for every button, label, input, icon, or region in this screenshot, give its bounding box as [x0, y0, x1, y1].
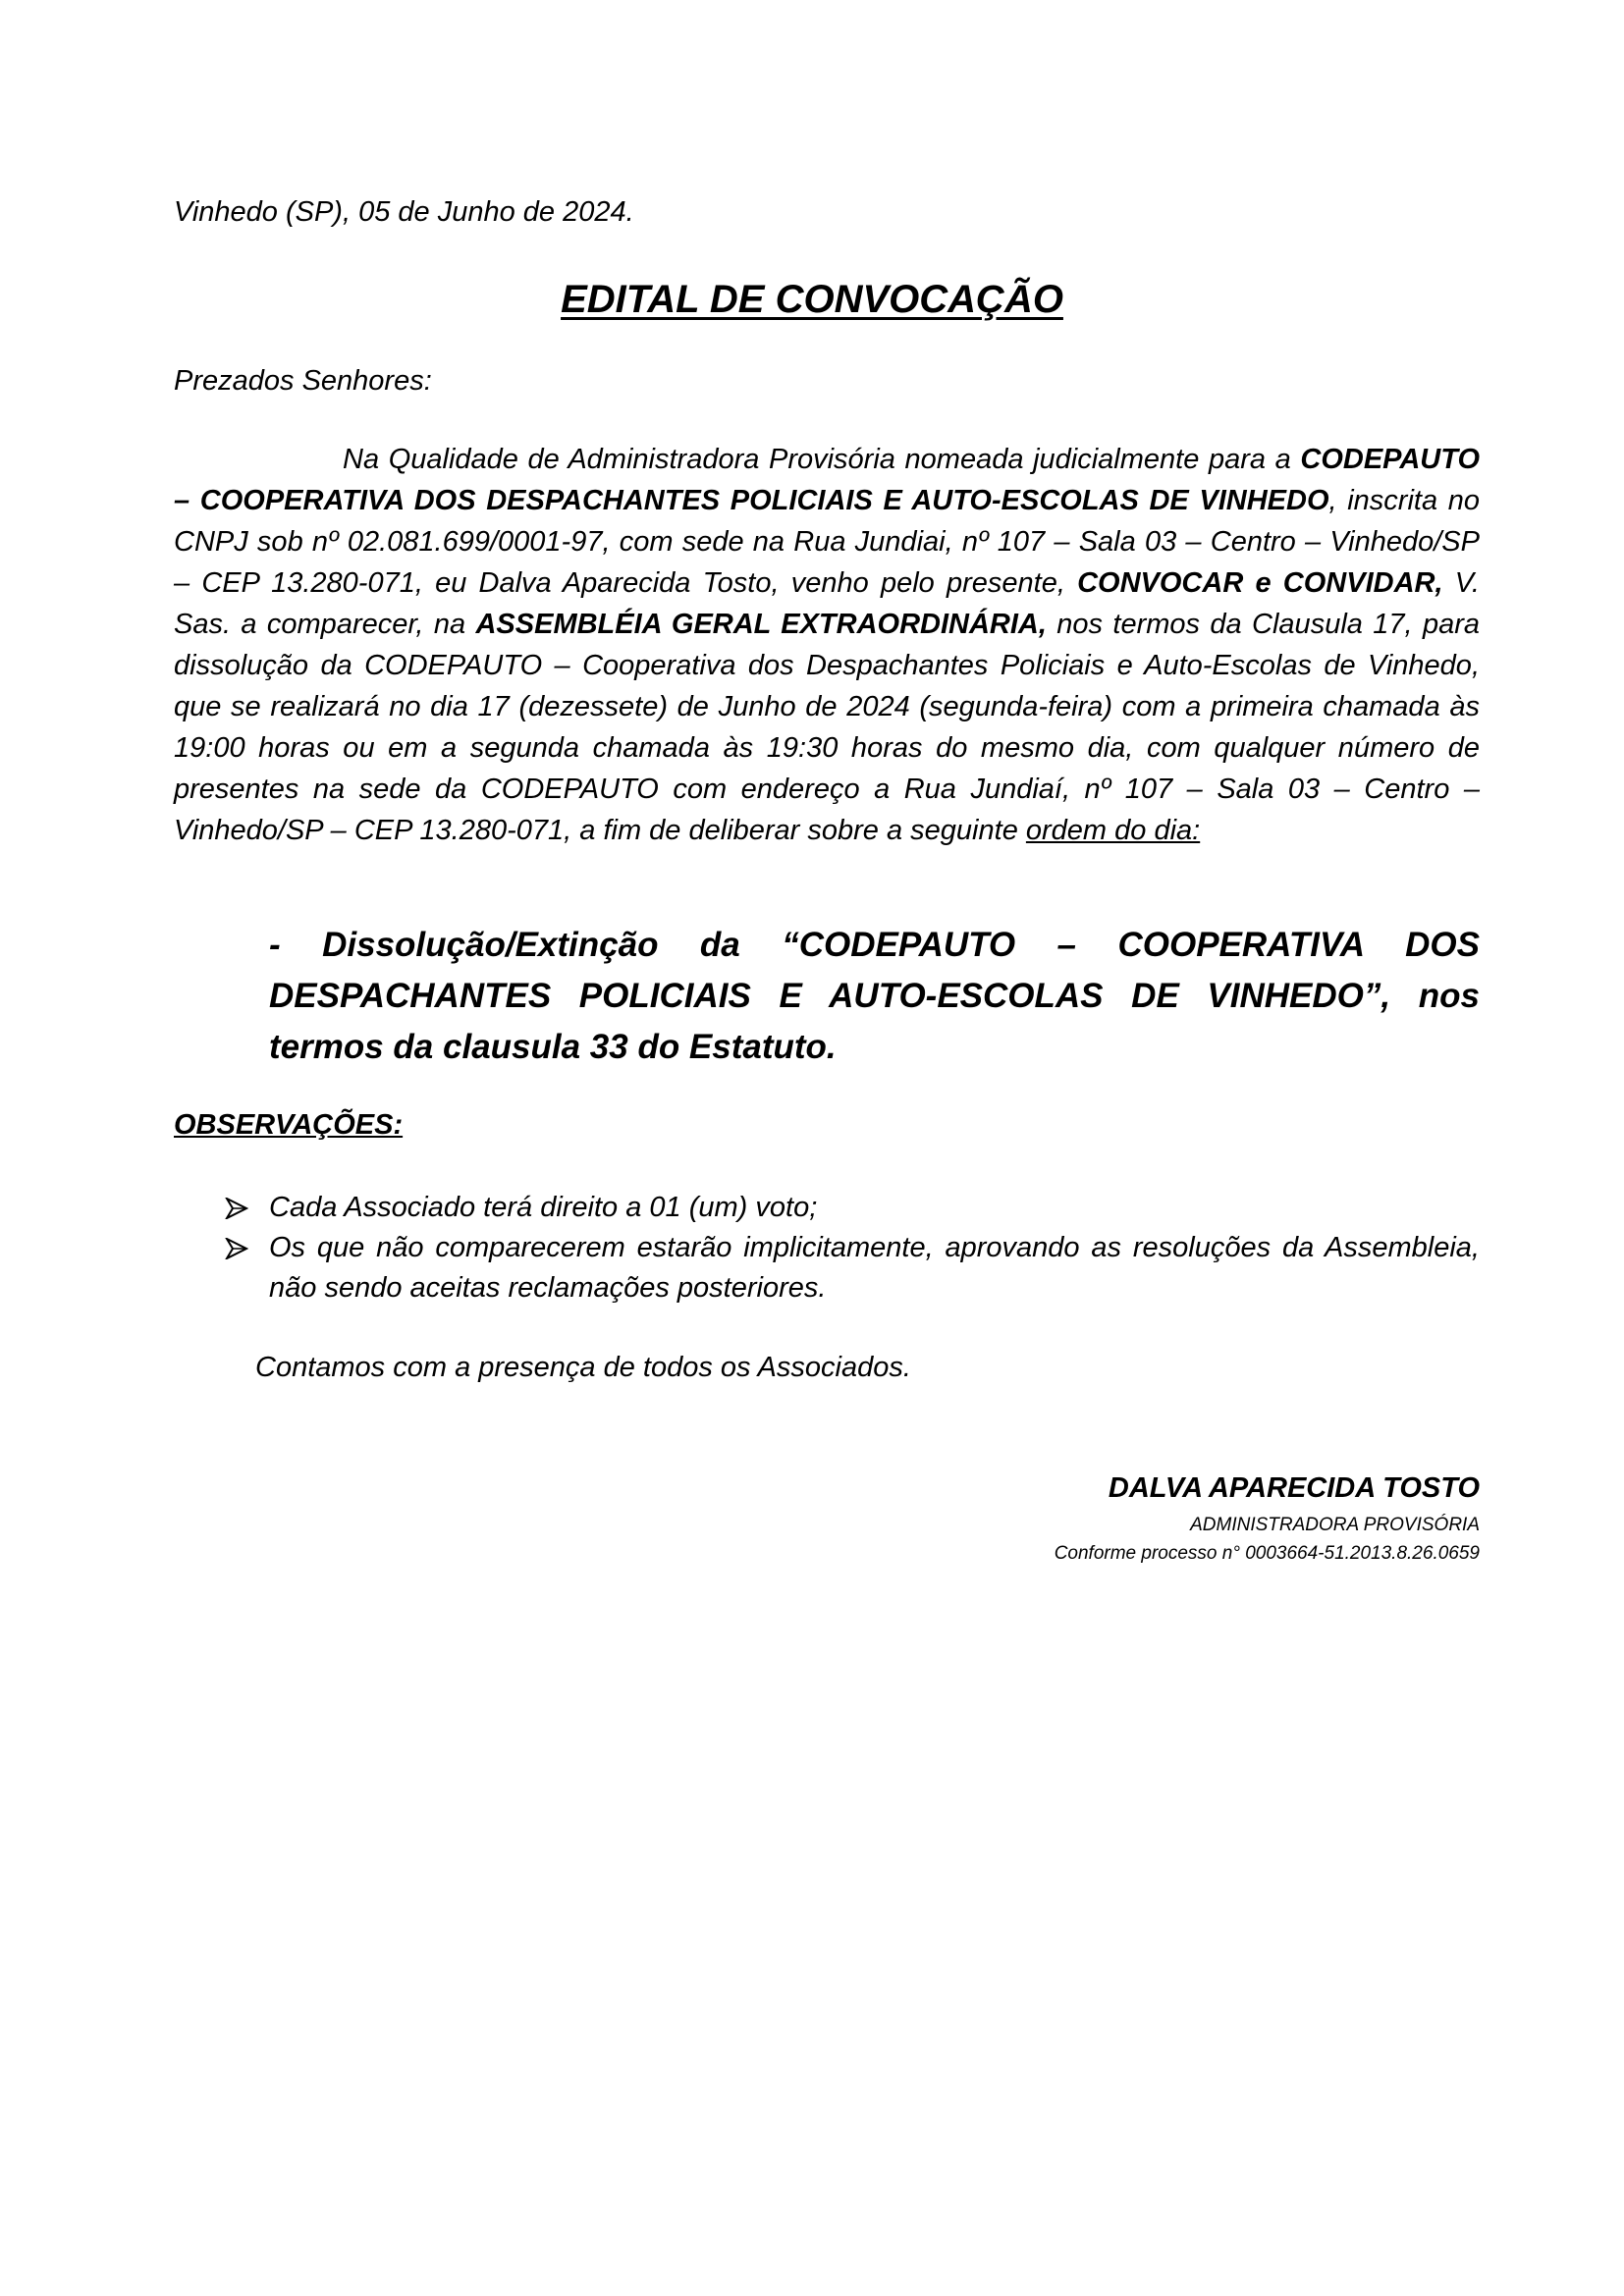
observacoes-heading: OBSERVAÇÕES:	[174, 1109, 404, 1141]
org-name: CODEPAUTO – COOPERATIVA DOS DESPACHANTES POLICIAIS E AUTO-ESCOLAS DE VINHEDO	[174, 444, 1480, 516]
convocation-paragraph	[174, 439, 1480, 851]
para-text-3: V. Sas. a comparecer, na	[174, 567, 1480, 640]
para-text-4: nos termos da Clausula 17, para dissolução da CODEPAUTO – Cooperativa dos Despachantes Policiais e Auto-Escolas de Vinhedo, que se realizará no dia 17 (dezessete) de Junho de 2024 (segunda-feira) com a primeira chamada às 19:00 horas ou em a segunda chamada às 19:30 horas do mesmo dia, com qualquer número de presentes na sede da CODEPAUTO com endereço a Rua Jundiaí, nº 107 – Sala 03 – Centro – Vinhedo/SP – CEP 13.280-071, a fim de deliberar sobre a seguinte	[174, 609, 1480, 846]
convocar-text: CONVOCAR e CONVIDAR,	[1077, 567, 1443, 599]
assembleia-text: ASSEMBLÉIA GERAL EXTRAORDINÁRIA,	[475, 609, 1047, 640]
arrow-bullet-icon	[225, 1198, 248, 1219]
list-item-text: Cada Associado terá direito a 01 (um) voto;	[269, 1192, 818, 1223]
signature-name: DALVA APARECIDA TOSTO	[1108, 1472, 1480, 1504]
list-item	[174, 1188, 1480, 1228]
arrow-bullet-icon	[225, 1238, 248, 1259]
agenda-item: - Dissolução/Extinção da “CODEPAUTO – COOPERATIVA DOS DESPACHANTES POLICIAIS E AUTO-ESCOLAS DE VINHEDO”, nos termos da clausula 33 do Estatuto.	[269, 926, 1480, 1066]
greeting: Prezados Senhores:	[174, 365, 432, 397]
para-text-2: , inscrita no CNPJ sob nº 02.081.699/0001-97, com sede na Rua Jundiai, nº 107 – Sala 03 – Centro – Vinhedo/SP – CEP 13.280-071, eu Dalva Aparecida Tosto, venho pelo presente,	[174, 485, 1480, 599]
closing-text: Contamos com a presença de todos os Associados.	[255, 1352, 911, 1383]
list-item	[174, 1228, 1480, 1308]
document-title	[0, 278, 1624, 322]
signature-role: ADMINISTRADORA PROVISÓRIA	[1190, 1515, 1480, 1535]
list-item-text: Os que não comparecerem estarão implicitamente, aprovando as resoluções da Assembleia, não sendo aceitas reclamações posteriores.	[269, 1232, 1480, 1304]
signature-process: Conforme processo n° 0003664-51.2013.8.26.0659	[1054, 1543, 1480, 1564]
ordem-do-dia: ordem do dia:	[1025, 815, 1201, 846]
observacoes-list	[174, 1188, 1480, 1308]
para-text-1: Na Qualidade de Administradora Provisória nomeada judicialmente para a	[343, 444, 1301, 475]
date-line: Vinhedo (SP), 05 de Junho de 2024.	[174, 196, 634, 228]
title-text: EDITAL DE CONVOCAÇÃO	[561, 278, 1063, 321]
